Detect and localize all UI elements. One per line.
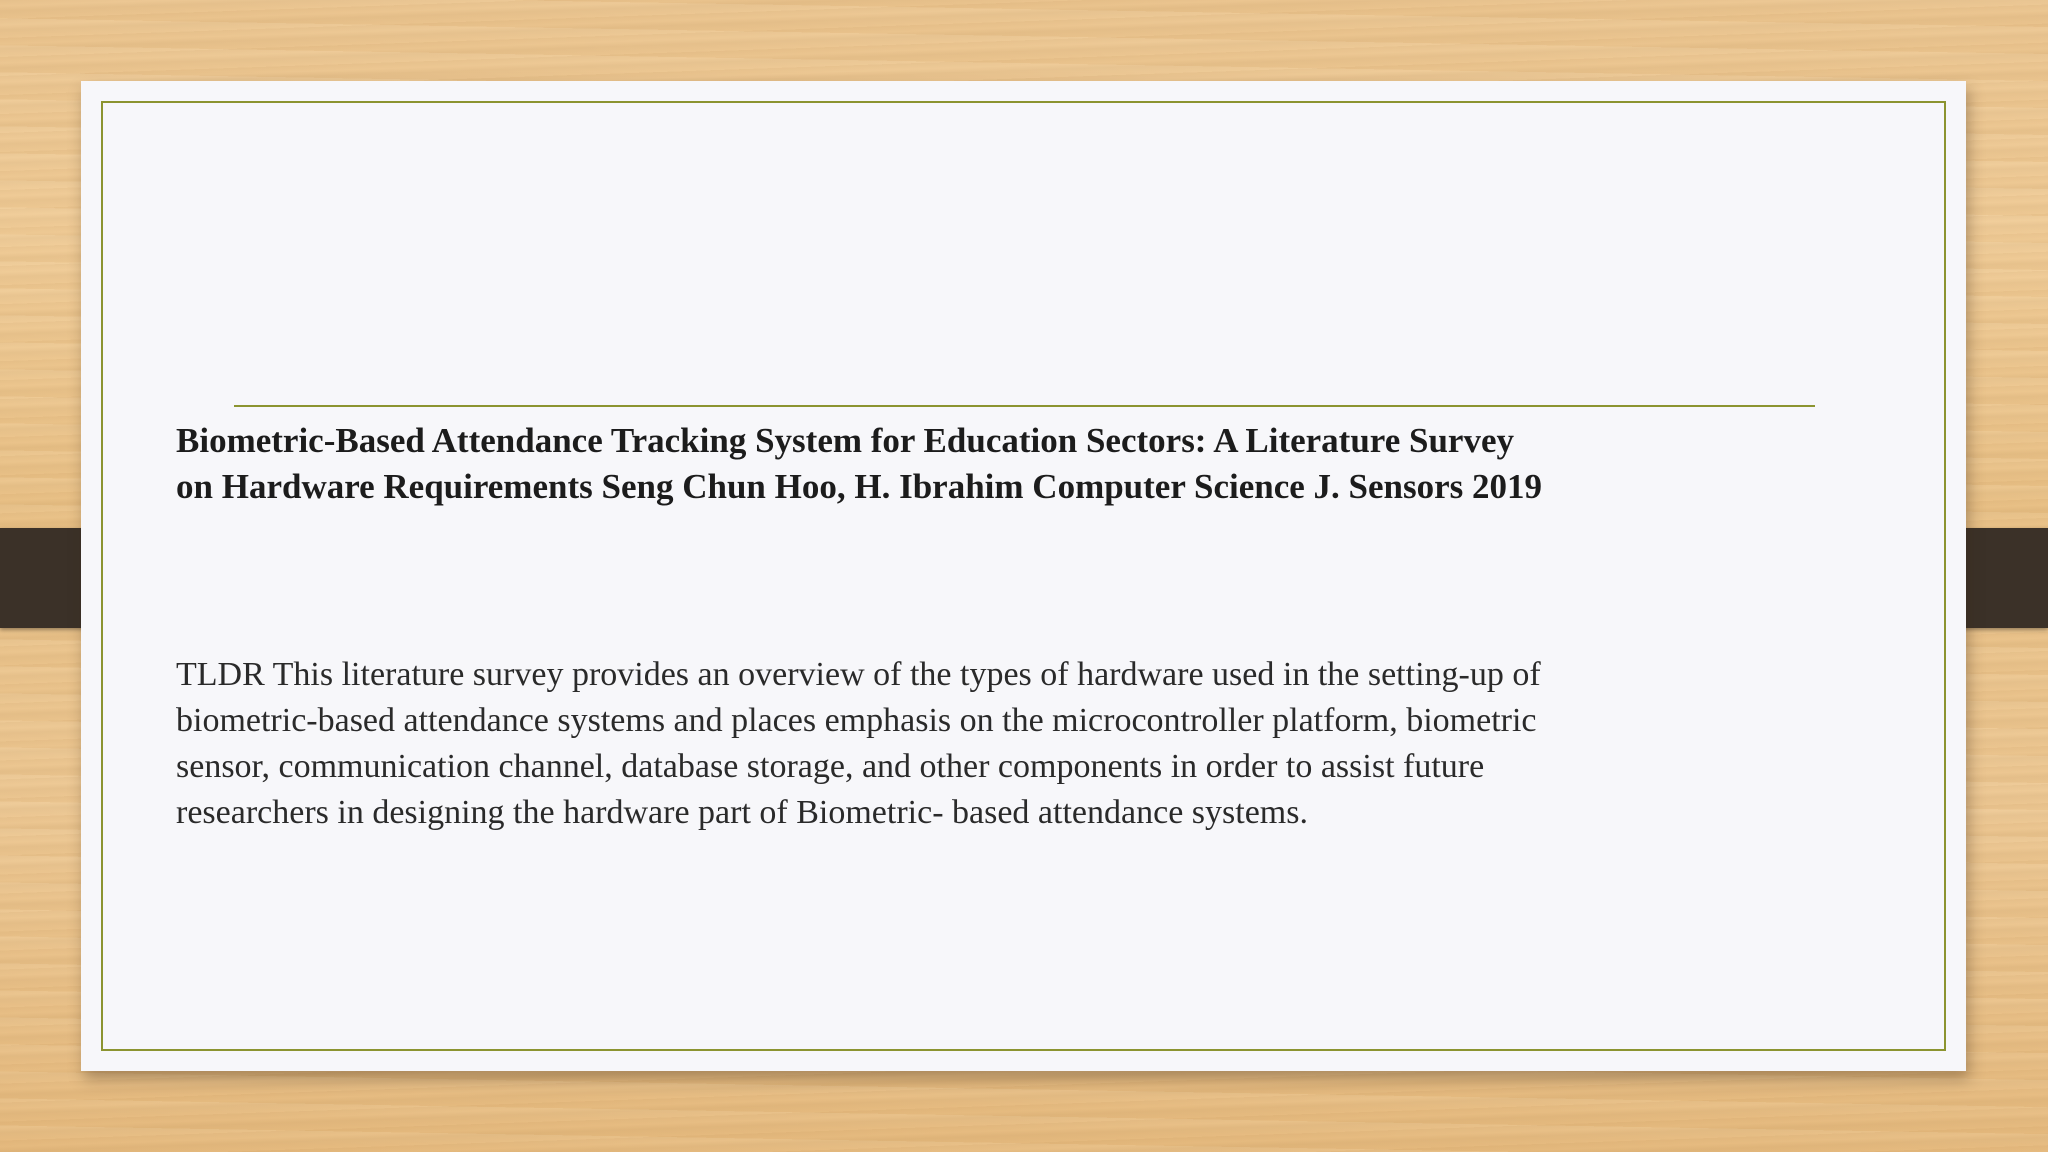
slide-card (81, 81, 1966, 1071)
slide-card-border (101, 101, 1946, 1051)
title-divider (234, 405, 1815, 407)
slide-title: Biometric-Based Attendance Tracking System for Education Sectors: A Literature Survey on Hardware Requirements Seng Chun Hoo, H. Ibrahim Computer Science J. Sensors 2019 (176, 421, 1543, 506)
slide-body-text: TLDR This literature survey provides an overview of the types of hardware used in the setting-up of biometric-based attendance systems and places emphasis on the microcontroller platform, biometric sensor, communication channel, database storage, and other components in order to assist future researchers in designing the hardware part of Biometric- based attendance systems. (176, 656, 1541, 831)
